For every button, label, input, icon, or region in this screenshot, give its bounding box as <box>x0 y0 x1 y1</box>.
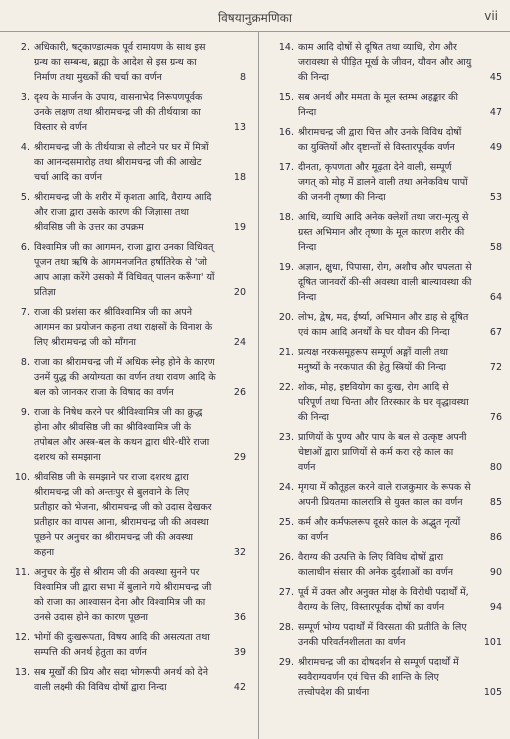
toc-entry-title: अधिकारी, षट्काण्डात्मक पूर्व रामायण के साथ इस ग्रन्थ का सम्बन्ध, ब्रह्मा के आदेश से इस ग्रन्थ का निर्माण तथा मुख्कों की चर्चा का वर्णन <box>34 42 206 83</box>
page-header <box>0 6 510 28</box>
toc-entry <box>266 160 502 205</box>
toc-entry-number: 21. <box>278 347 294 358</box>
toc-entry-number: 9. <box>20 407 30 418</box>
toc-entry-page: 13 <box>233 122 246 133</box>
toc-entry-page: 39 <box>233 647 246 658</box>
toc-entry-number: 22. <box>278 382 294 393</box>
toc-entry-title: दीनता, कृपणता और मूढ़ता देने वाली, सम्पूर्ण जगत् को मोह में डालने वाली तथा अनेकविध पापों की जननी तृष्णा की निन्दा <box>298 162 468 203</box>
toc-entry-page: 86 <box>489 532 502 543</box>
toc-entry-title: श्रीरामचन्द्र जी द्वारा चित्त और उनके विविध दोषों का युक्तियों और दृष्टान्तों से विस्तारपूर्वक वर्णन <box>298 127 462 153</box>
toc-entry <box>266 90 502 120</box>
toc-entry-number: 11. <box>14 567 30 578</box>
toc-entry <box>2 470 246 560</box>
toc-entry-number: 20. <box>278 312 294 323</box>
toc-entry <box>266 345 502 375</box>
toc-entry <box>266 125 502 155</box>
toc-entry-number: 26. <box>278 552 294 563</box>
toc-entry-page: 101 <box>483 637 502 648</box>
toc-entry <box>266 210 502 255</box>
toc-entry <box>2 140 246 185</box>
toc-entry-page: 94 <box>489 602 502 613</box>
toc-entry-page: 29 <box>233 452 246 463</box>
toc-entry <box>266 480 502 510</box>
toc-entry-page: 42 <box>233 682 246 693</box>
toc-entry-number: 10. <box>14 472 30 483</box>
toc-entry-title: मृगया में कौतूहल करने वाले राजकुमार के रूपक से अपनी प्रियतमा कालरात्रि से युक्त काल का वर्णन <box>298 482 471 508</box>
toc-entry-title: दृश्य के मार्जन के उपाय, वासनाभेद निरूपणपूर्वक उनके लक्षण तथा श्रीरामचन्द्र जी की तीर्थयात्रा का विस्तार से वर्णन <box>34 92 203 133</box>
toc-entry-title: सब मूर्खों की प्रिय और सदा भोगरूपी अनर्थ को देने वाली लक्ष्मी की विविध दोषों द्वारा निन्दा <box>34 667 209 693</box>
toc-entry-page: 76 <box>489 412 502 423</box>
header-divider <box>0 31 510 32</box>
toc-entry-number: 24. <box>278 482 294 493</box>
toc-entry-number: 16. <box>278 127 294 138</box>
toc-entry <box>2 565 246 625</box>
toc-entry-number: 18. <box>278 212 294 223</box>
column-divider <box>258 31 259 739</box>
toc-entry-page: 18 <box>233 172 246 183</box>
toc-entry-title: काम आदि दोषों से दूषित तथा व्याधि, रोग और जरावस्था से पीड़ित मूर्ख के जीवन, यौवन और आयु की निन्दा <box>298 42 472 83</box>
toc-entry-number: 4. <box>20 142 30 153</box>
toc-entry-page: 53 <box>489 192 502 203</box>
toc-entry <box>266 620 502 650</box>
toc-entry-title: शोक, मोह, इष्टवियोग का दुःख, रोग आदि से परिपूर्ण तथा चिन्ता और तिरस्कार के घर वृद्धावस्था की निन्दा <box>298 382 469 423</box>
toc-entry-number: 17. <box>278 162 294 173</box>
toc-entry <box>266 310 502 340</box>
toc-entry-number: 7. <box>20 307 30 318</box>
toc-entry-title: लोभ, द्वेष, मद, ईर्ष्या, अभिमान और डाह से दूषित एवं काम आदि अनर्थों के घर यौवन की निन्दा <box>298 312 469 338</box>
toc-entry-number: 25. <box>278 517 294 528</box>
toc-entry <box>2 190 246 235</box>
toc-entry-title: राजा का श्रीरामचन्द्र जी में अधिक स्नेह होने के कारण उनमें युद्ध की अयोग्यता का वर्णन तथा रावण आदि के बल को जानकर राजा के विषाद का वर्णन <box>34 357 216 398</box>
toc-entry-number: 3. <box>20 92 30 103</box>
toc-entry-title: श्रीरामचन्द्र जी के तीर्थयात्रा से लौटने पर घर में मित्रों का आनन्दसमारोह तथा श्रीरामचन्द्र जी की आखेट चर्चा आदि का वर्णन <box>34 142 209 183</box>
toc-entry <box>2 305 246 350</box>
toc-entry-number: 28. <box>278 622 294 633</box>
toc-entry-number: 15. <box>278 92 294 103</box>
toc-entry <box>2 355 246 400</box>
toc-entry-title: पूर्व में उक्त और अनुक्त मोक्ष के विरोधी पदार्थों में, वैराग्य के लिए, विस्तारपूर्वक दोषों का वर्णन <box>298 587 469 613</box>
toc-entry-title: श्रीरामचन्द्र जी के शरीर में कृशता आदि, वैराग्य आदि और राजा द्वारा उसके कारण की जिज्ञासा तथा श्रीवसिष्ठ जी के उत्तर का उपक्रम <box>34 192 212 233</box>
toc-entry-number: 29. <box>278 657 294 668</box>
page-number: vii <box>484 9 498 23</box>
toc-entry-page: 85 <box>489 497 502 508</box>
toc-entry-number: 27. <box>278 587 294 598</box>
toc-entry-number: 12. <box>14 632 30 643</box>
toc-entry-number: 8. <box>20 357 30 368</box>
toc-entry-title: आधि, व्याधि आदि अनेक क्लेशों तथा जरा-मृत्यु से ग्रस्त अभिमान और तृष्णा के मूल कारण शरीर की निन्दा <box>298 212 469 253</box>
toc-entry <box>266 430 502 475</box>
toc-entry-number: 23. <box>278 432 294 443</box>
toc-entry-title: सम्पूर्ण भोग्य पदार्थों में विरसता की प्रतीति के लिए उनकी परिवर्तनशीलता का वर्णन <box>298 622 467 648</box>
toc-entry-number: 2. <box>20 42 30 53</box>
toc-entry-title: प्रत्यक्ष नरकसमूहरूप सम्पूर्ण अङ्गों वाली तथा मनुष्यों के नरकपात की हेतु स्त्रियों की निन्दा <box>298 347 448 373</box>
toc-entry-page: 67 <box>489 327 502 338</box>
toc-entry-number: 14. <box>278 42 294 53</box>
toc-entry-number: 13. <box>14 667 30 678</box>
toc-entry-page: 80 <box>489 462 502 473</box>
toc-entry-title: सब अनर्थ और ममता के मूल स्तम्भ अहङ्कार की निन्दा <box>298 92 458 118</box>
toc-entry <box>266 585 502 615</box>
toc-entry-number: 19. <box>278 262 294 273</box>
toc-entry-title: अज्ञान, क्षुधा, पिपासा, रोग, अशौच और चपलता से दूषित जानवरों की-सी अवस्था वाली बाल्यावस्था की निन्दा <box>298 262 472 303</box>
toc-entry-page: 58 <box>489 242 502 253</box>
toc-entry-page: 36 <box>233 612 246 623</box>
toc-entry-page: 32 <box>233 547 246 558</box>
toc-entry <box>2 630 246 660</box>
toc-entry-page: 19 <box>233 222 246 233</box>
toc-entry-page: 24 <box>233 337 246 348</box>
toc-entry-title: राजा के निषेध करने पर श्रीविश्वामित्र जी का क्रुद्ध होना और श्रीवसिष्ठ जी का श्रीविश्वामित्र जी के तपोबल और अस्त्र-बल के कथन द्वारा धीरे-धीरे राजा दशरथ को समझाना <box>34 407 210 463</box>
toc-entry-page: 20 <box>233 287 246 298</box>
toc-entry-page: 8 <box>239 72 246 83</box>
toc-entry-title: कर्म और कर्मफलरूप दूसरे काल के अद्भुत नृत्यों का वर्णन <box>298 517 461 543</box>
page-title: विषयानुक्रमणिका <box>218 11 292 25</box>
toc-entry-number: 6. <box>20 242 30 253</box>
toc-entry-title: श्रीरामचन्द्र जी का दोषदर्शन से सम्पूर्ण पदार्थों में स्ववैराग्यवर्णन एवं चित्त की शान्ति के लिए तत्त्वोपदेश की प्रार्थना <box>298 657 459 698</box>
toc-entry-title: प्राणियों के पुण्य और पाप के बल से उत्कृष्ट अपनी चेष्टाओं द्वारा प्राणियों से कर्म करा रहे काल का वर्णन <box>298 432 467 473</box>
toc-entry-page: 45 <box>489 72 502 83</box>
toc-entry <box>266 655 502 700</box>
toc-entry-title: विश्वामित्र जी का आगमन, राजा द्वारा उनका विधिवत् पूजन तथा ऋषि के आगमनजनित हर्षातिरेक से 'जो आप आज्ञा करेंगे उसको मैं विधिवत् पालन करूँगा' यों प्रतिज्ञा <box>34 242 215 298</box>
toc-entry <box>266 515 502 545</box>
toc-entry-page: 90 <box>489 567 502 578</box>
toc-entry <box>2 240 246 300</box>
toc-entry <box>266 380 502 425</box>
toc-entry <box>2 90 246 135</box>
toc-entry <box>266 260 502 305</box>
contents-column-right <box>266 40 502 705</box>
toc-entry-number: 5. <box>20 192 30 203</box>
toc-entry-title: राजा की प्रशंसा कर श्रीविश्वामित्र जी का अपने आगमन का प्रयोजन कहना तथा राक्षसों के विनाश के लिए श्रीरामचन्द्र जी को माँगना <box>34 307 213 348</box>
toc-entry-page: 64 <box>489 292 502 303</box>
toc-entry-page: 49 <box>489 142 502 153</box>
toc-entry-title: श्रीवसिष्ठ जी के समझाने पर राजा दशरथ द्वारा श्रीरामचन्द्र जी को अन्तःपुर से बुलवाने के लिए प्रतीहार को भेजना, श्रीरामचन्द्र जी को उदास देखकर प्रतीहार का वापस आना, श्रीरामचन्द्र जी की अवस्था पूछने पर अनुचर का श्रीरामचन्द्र जी की अवस्था कहना <box>34 472 212 558</box>
toc-entry-page: 26 <box>233 387 246 398</box>
toc-entry-title: अनुचर के मुँह से श्रीराम जी की अवस्था सुनने पर विश्वामित्र जी द्वारा सभा में बुलाने गये श्रीरामचन्द्र जी को राजा का आश्वासन देना और विश्वामित्र जी का उनसे उदास होने का कारण पूछना <box>34 567 212 623</box>
toc-entry-title: भोगों की दुःखरूपता, विषय आदि की असत्यता तथा सम्पत्ति की अनर्थ हेतुता का वर्णन <box>34 632 210 658</box>
toc-entry <box>266 40 502 85</box>
toc-entry-page: 47 <box>489 107 502 118</box>
toc-entry <box>2 665 246 695</box>
toc-entry <box>2 405 246 465</box>
contents-column-left <box>2 40 246 700</box>
toc-entry <box>2 40 246 85</box>
toc-entry-page: 72 <box>489 362 502 373</box>
toc-entry-page: 105 <box>483 687 502 698</box>
toc-entry-title: वैराग्य की उत्पत्ति के लिए विविध दोषों द्वारा कालाधीन संसार की अनेक दुर्दशाओं का वर्णन <box>298 552 454 578</box>
toc-entry <box>266 550 502 580</box>
